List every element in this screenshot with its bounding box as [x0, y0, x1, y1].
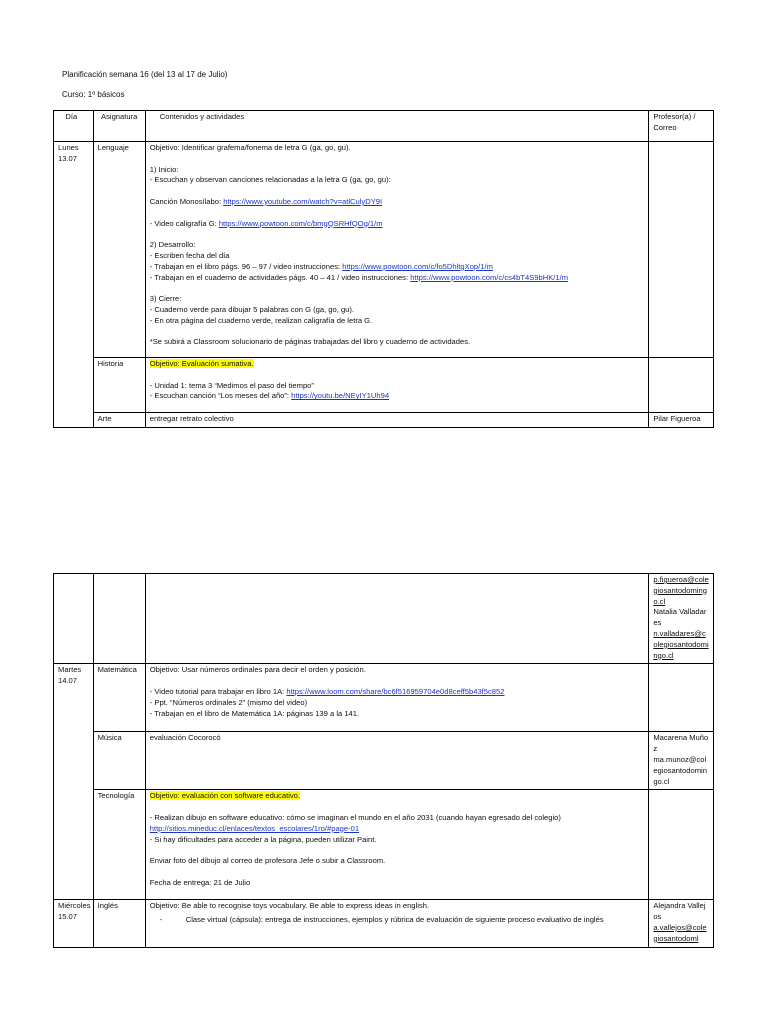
tecnologia-item-2 — [150, 824, 645, 835]
subject-arte: Arte — [93, 413, 145, 428]
video-label: - Video caligrafía G: — [149, 218, 219, 228]
day-cell-lunes — [54, 142, 94, 428]
teacher-tecnologia — [649, 790, 714, 900]
section-desarrollo: 2) Desarrollo: — [149, 240, 196, 250]
teacher-name-munoz: Macarena Muñoz — [653, 733, 709, 754]
content-lenguaje — [145, 142, 649, 358]
meses-del-ano-link[interactable]: https://youtu.be/NEyIY1Uh94 — [291, 391, 390, 401]
table-header-row — [54, 111, 714, 142]
teacher-name-vallejos: Alejandra Vallejos — [653, 901, 706, 922]
document-course: Curso: 1º básicos — [62, 90, 125, 99]
classroom-note: *Se subirá a Classroom solucionario de páginas trabajadas del libro y cuaderno de actividades. — [149, 337, 471, 347]
subject-musica: Música — [93, 732, 145, 790]
table-row-musica — [54, 732, 714, 790]
content-matematica — [145, 664, 649, 732]
planning-table-page-2 — [53, 573, 714, 948]
objective-text: Objetivo: Be able to recognise toys vocabulary. Be able to express ideas in english. — [149, 901, 430, 911]
day-name: Miércoles — [58, 901, 91, 911]
desarrollo-item-2-label: - Trabajan en el libro págs. 96 – 97 / video instrucciones: — [149, 261, 343, 271]
video-line — [150, 219, 645, 230]
desarrollo-item-1: - Escriben fecha del día — [149, 250, 230, 260]
content-tecnologia — [145, 790, 649, 900]
desarrollo-item-2 — [150, 262, 645, 273]
day-cell-miercoles — [54, 900, 94, 947]
header-profesor-line-2: Correo — [653, 122, 677, 132]
header-asignatura: Asignatura — [93, 111, 145, 142]
header-profesor — [649, 111, 714, 142]
inicio-item: - Escuchan y observan canciones relacionadas a la letra G (ga, go, gu): — [149, 175, 391, 185]
teacher-email-figueroa[interactable]: p.figueroa@colegiosantodomingo.cl — [653, 575, 709, 606]
objective-text: Objetivo: Usar números ordinales para decir el orden y posición. — [149, 665, 366, 675]
day-name: Lunes — [58, 143, 79, 152]
day-cell-martes — [54, 664, 94, 900]
table-row-tecnologia — [54, 790, 714, 900]
day-date: 15.07 — [58, 912, 78, 922]
day-date: 14.07 — [58, 676, 78, 686]
tecnologia-item-4: Enviar foto del dibujo al correo de profesora Jefe o subir a Classroom. — [149, 856, 386, 866]
table-row-ingles — [54, 900, 714, 947]
teacher-email-munoz[interactable]: ma.munoz@colegiosantodomingo.cl — [653, 754, 707, 786]
table-row-historia — [54, 358, 714, 413]
section-cierre: 3) Cierre: — [149, 294, 182, 304]
matematica-item-2: - Ppt. “Números ordinales 2” (mismo del video) — [149, 697, 308, 707]
cierre-item-1: - Cuaderno verde para dibujar 5 palabras con G (ga, go, gu). — [149, 304, 355, 314]
loom-tutorial-link[interactable]: https://www.loom.com/share/bc6f516959704e0d8ceff5b43f5c852 — [286, 686, 505, 696]
section-inicio: 1) Inicio: — [149, 164, 179, 174]
content-ingles — [145, 900, 649, 947]
table-row-lenguaje — [54, 142, 714, 358]
objective-text: Objetivo: Identificar grafema/fonema de letra G (ga, go, gu). — [149, 143, 351, 152]
table-row-arte — [54, 413, 714, 428]
teacher-musica — [649, 732, 714, 790]
matematica-item-1 — [150, 687, 645, 698]
subject-tecnologia: Tecnología — [93, 790, 145, 900]
subject-historia: Historia — [93, 358, 145, 413]
subject-empty — [93, 574, 145, 664]
content-musica: evaluación Cocorocó — [145, 732, 649, 790]
teacher-email-valladares[interactable]: n.valladares@colegiosantodomingo.cl — [653, 628, 709, 660]
content-arte: entregar retrato colectivo — [145, 413, 649, 428]
table-row-matematica — [54, 664, 714, 732]
libro-instrucciones-link[interactable]: https://www.powtoon.com/c/fo5DhltgXop/1/m — [342, 261, 493, 271]
header-dia: Día — [54, 111, 94, 142]
tecnologia-item-5: Fecha de entrega: 21 de Julio — [149, 877, 251, 887]
objective-text — [150, 359, 645, 370]
content-empty — [145, 574, 649, 664]
video-caligrafia-link[interactable]: https://www.powtoon.com/c/bmgQSRHfQOg/1/m — [218, 218, 383, 228]
subject-ingles: Inglés — [93, 900, 145, 947]
teacher-historia — [649, 358, 714, 413]
subject-matematica: Matemática — [93, 664, 145, 732]
day-name: Martes — [58, 665, 82, 675]
content-historia — [145, 358, 649, 413]
day-cell-empty — [54, 574, 94, 664]
objective-text — [150, 791, 645, 802]
header-profesor-line-1: Profesor(a) / — [653, 112, 696, 121]
cancion-line — [150, 197, 645, 208]
historia-item-2 — [150, 391, 645, 402]
teacher-matematica — [649, 664, 714, 732]
ingles-item-1 — [150, 915, 645, 926]
desarrollo-item-3-label: - Trabajan en el cuaderno de actividades págs. 40 – 41 / video instrucciones: — [149, 272, 411, 282]
table-row-continuation — [54, 574, 714, 664]
tecnologia-item-1: - Realizan dibujo en software educativo: cómo se imaginan el mundo en el año 2031 (cuando hayan egresado del colegio) — [149, 812, 561, 822]
cancion-link[interactable]: https://www.youtube.com/watch?v=atlCulyDY9I — [223, 196, 383, 206]
objective-highlight: Objetivo: Evaluación sumativa. — [149, 359, 254, 368]
historia-item-1: - Unidad 1: tema 3 “Medimos el paso del tiempo” — [149, 380, 314, 390]
subject-lenguaje: Lenguaje — [93, 142, 145, 358]
tecnologia-item-3: - Si hay dificultades para acceder a la página, pueden utilizar Paint. — [149, 834, 377, 844]
teacher-email-vallejos[interactable]: a.vallejos@colegiosantodoml — [653, 922, 707, 943]
cancion-label: Canción Monosílabo: — [149, 196, 224, 206]
bullet-dash: - — [159, 915, 163, 925]
teacher-lenguaje — [649, 142, 714, 358]
teacher-contacts — [649, 574, 714, 664]
planning-table-page-1 — [53, 110, 714, 428]
desarrollo-item-3 — [150, 273, 645, 284]
cuaderno-instrucciones-link[interactable]: https://www.powtoon.com/c/cs4bT4S9bHK/1/m — [410, 272, 569, 282]
teacher-name-valladares: Natalia Valladares — [653, 607, 707, 628]
ingles-item-1-text: Clase virtual (cápsula): entrega de instrucciones, ejemplos y rúbrica de evaluación de siguiente proceso evaluativo de inglés — [185, 915, 604, 925]
matematica-item-1-label: - Video tutorial para trabajar en libro 1A: — [149, 686, 287, 696]
mineduc-textos-link[interactable]: http://sitios.mineduc.cl/enlaces/textos_escolares/1ro/#page-01 — [149, 823, 360, 833]
day-date: 13.07 — [58, 153, 78, 163]
teacher-ingles — [649, 900, 714, 947]
objective-highlight: Objetivo: evaluación con software educativo. — [149, 791, 301, 801]
header-contenidos: Contenidos y actividades — [145, 111, 649, 142]
teacher-arte: Pilar Figueroa — [649, 413, 714, 428]
historia-item-2-label: - Escuchan canción “Los meses del año”: — [149, 391, 292, 401]
cierre-item-2: - En otra página del cuaderno verde, realizan caligrafía de letra G. — [149, 315, 373, 325]
document-title: Planificación semana 16 (del 13 al 17 de Julio) — [62, 70, 228, 79]
matematica-item-3: - Trabajan en el libro de Matemática 1A: páginas 139 a la 141. — [149, 708, 360, 718]
